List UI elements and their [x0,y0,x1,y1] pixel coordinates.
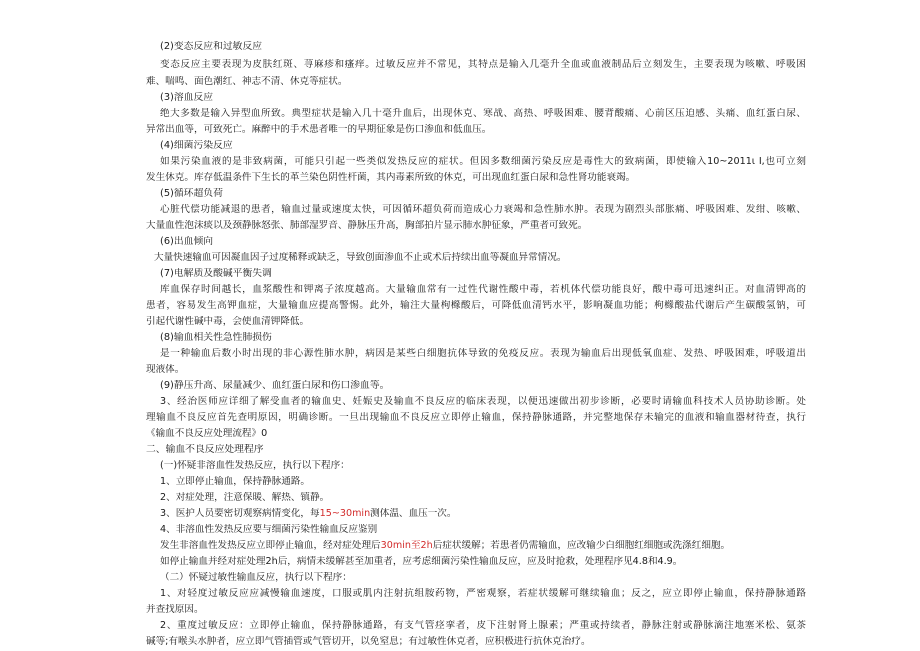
line-text: 3、经治医师应详细了解受血者的输血史、妊娠史及输血不良反应的临床表现，以便迅速做出初步诊断，必要时请输血科技术人员协助诊断。处 [160,396,806,407]
line-text: (5)循环超负荷 [160,188,223,199]
text-line [146,172,806,184]
text-line [160,620,806,632]
text-line [160,156,806,168]
line-text: 心脏代偿功能减退的患者，输血过量或速度太快，可因循环超负荷而造成心力衰竭和急性肺水肿。表现为剧烈头部胀痛、呼吸困难、发绀、咳嗽、 [160,204,806,215]
line-text: 如停止输血并经对症处理2h后，病情未缓解甚至加重者，应考虑细菌污染性输血反应，应及时抢救，处理程序见4.8和4.9。 [160,556,683,567]
section-heading [160,188,806,200]
text-line [146,124,806,136]
line-text: 理输血不良反应首先查明原因，明确诊断。一旦出现输血不良反应立即停止输血，保持静脉通路，并完整地保存未输完的血液和输血器材待查，执行 [146,412,806,423]
line-text: 难、喘鸣、面色潮红、神志不清、休克等症状。 [146,76,348,87]
line-text: 2、重度过敏反应：立即停止输血，保持静脉通路，有支气管痉挛者，皮下注射肾上腺素；严重或持续者，静脉注射或静脉滴注地塞米松、氨茶 [160,620,806,631]
highlighted-time-text: 30min至2h [380,540,433,551]
text-line [160,284,806,296]
text-line [160,556,806,568]
line-text: (7)电解质及酸碱平衡失调 [160,268,272,279]
text-line [146,412,806,424]
line-text: (8)输血相关性急性肺损伤 [160,332,272,343]
text-line [146,300,806,312]
line-text: (2)变态反应和过敏反应 [160,41,263,52]
text-line [160,348,806,360]
text-line [146,428,806,440]
text-line [146,636,806,648]
line-text: 二、输血不良反应处理程序 [146,444,264,455]
text-line [160,540,806,552]
line-text: (3)溶血反应 [160,92,214,103]
text-line [160,108,806,120]
section-heading [160,140,806,152]
line-text: 3、医护人员要密切观察病情变化，每 [160,508,320,519]
line-text: 1、立即停止输血，保持静脉通路。 [160,476,311,487]
section-heading [160,41,806,53]
line-text: 异常出血等，可致死亡。麻醉中的手术患者唯一的早期征象是伤口渗血和低血压。 [146,124,492,135]
text-line [146,604,806,616]
line-text: 如果污染血液的是非致病菌，可能只引起一些类似发热反应的症状。但因多数细菌污染反应是毒性大的致病菌，即使输入10~2011ι I,也可立刻 [160,156,806,167]
line-text: (9)静压升高、尿量减少、血红蛋白尿和伤口渗血等。 [160,380,390,391]
line-text: 库血保存时间越长，血浆酸性和钾离子浓度越高。大量输血常有一过性代谢性酸中毒，若机体代偿功能良好，酸中毒可迅速纠正。对血清钾高的 [160,284,806,295]
line-text: 碱等;有喉头水肿者，应立即气管插管或气管切开，以免窒息；有过敏性休克者，应积极进行抗休克治疗。 [146,636,591,647]
text-line [160,476,806,488]
line-text: 引起代谢性碱中毒，会使血清钾降低。 [146,316,310,327]
line-text: 《输血不良反应处理流程》0 [146,428,268,439]
section-heading [160,92,806,104]
line-text: （二）怀疑过敏性输血反应，执行以下程序： [160,572,352,583]
section-heading [160,332,806,344]
line-text: 大量血性泡沫痰以及颈静脉怒张、肺部湿罗音、静脉压升高，胸部拍片显示肺水肿征象，严重者可致死。 [146,220,588,231]
line-text: 变态反应主要表现为皮肤红斑、荨麻疹和瘙痒。过敏反应并不常见，其特点是输入几毫升全血或血液制品后立刻发生，主要表现为咳嗽、呼吸困 [160,59,806,70]
line-text: 2、对症处理，注意保暖、解热、镇静。 [160,492,330,503]
section-heading [160,268,806,280]
line-text: (6)出血倾向 [160,236,214,247]
line-text-continued: 测体温、血压一次。 [370,508,457,519]
line-text: 绝大多数是输入异型血所致。典型症状是输入几十毫升血后，出现休克、寒战、高热、呼吸困难、腰背酸痛、心前区压迫感、头痛、血红蛋白尿、 [160,108,806,119]
line-text: 大量快速输血可因凝血因子过度稀释或缺乏，导致创面渗血不止或术后持续出血等凝血异常情况。 [154,252,567,263]
section-heading [160,380,806,392]
line-text: 1、对轻度过敏反应应减慢输血速度，口服或肌内注射抗组胺药物，严密观察，若症状缓解可继续输血；反之，应立即停止输血，保持静脉通路 [160,588,806,599]
text-line [160,508,806,520]
text-line [160,524,806,536]
text-line [146,76,806,88]
line-text: 4、非溶血性发热反应要与细菌污染性输血反应鉴别 [160,524,378,535]
line-text: 患者，容易发生高钾血症，大量输血应提高警惕。此外，输注大量枸橼酸后，可降低血清钙水平，影响凝血功能；枸橼酸盐代谢后产生碳酸氢钠，可 [146,300,806,311]
highlighted-time-text: 15~30min [319,508,371,519]
section-heading [160,236,806,248]
line-text: (一)怀疑非溶血性发热反应，执行以下程序： [160,460,350,471]
text-line [160,396,806,408]
line-text: 现液体。 [146,364,185,375]
text-line [146,316,806,328]
text-line [160,204,806,216]
line-text: 发生休克。库存低温条件下生长的革兰染色阴性杆菌，其内毒素所致的休克，可出现血红蛋白尿和急性肾功能衰竭。 [146,172,636,183]
text-line [160,572,806,584]
line-text: 发生非溶血性发热反应立即停止输血，经对症处理后 [160,540,381,551]
line-text-continued: 后症状缓解；若患者仍需输血，应改输少白细胞红细胞或洗涤红细胞。 [432,540,731,551]
text-line [154,252,806,264]
line-text: (4)细菌污染反应 [160,140,233,151]
text-line [160,492,806,504]
section-heading [146,444,806,456]
line-text: 并查找原因。 [146,604,204,615]
text-line [160,588,806,600]
text-line [160,460,806,472]
line-text: 是一种输血后数小时出现的非心源性肺水肿，病因是某些白细胞抗体导致的免疫反应。表现为输血后出现低氧血症、发热、呼吸困难，呼吸道出 [160,348,806,359]
text-line [146,220,806,232]
text-line [146,364,806,376]
text-line [160,59,806,71]
